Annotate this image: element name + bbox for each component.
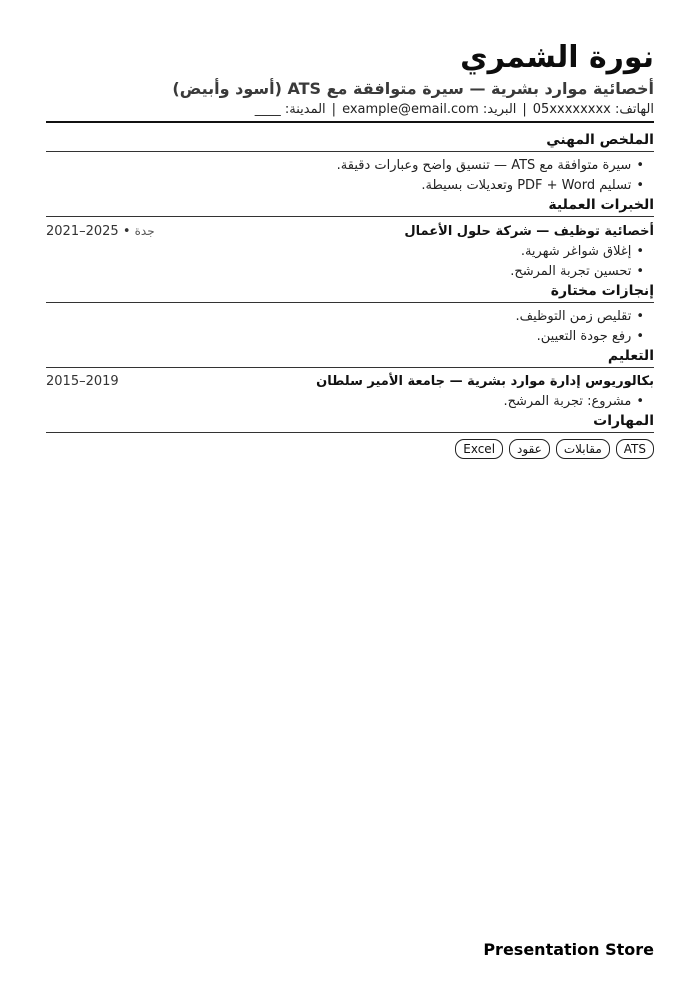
skills-section [46, 412, 654, 459]
experience-role: أخصائية توظيف — شركة حلول الأعمال [404, 224, 654, 239]
contact-line [46, 100, 654, 123]
bullet-icon: • [636, 178, 644, 193]
list-item: •إغلاق شواغر شهرية. [520, 244, 644, 259]
experience-years: 2025–2021 [46, 224, 119, 239]
experience-list [46, 242, 654, 282]
contact-separator: | [331, 102, 337, 117]
skills-chips [46, 437, 654, 459]
section-title-summary: الملخص المهني [46, 131, 654, 152]
bullet-icon: • [636, 264, 644, 279]
list-item: •سيرة متوافقة مع ATS — تنسيق واضح وعبارات دقيقة. [336, 158, 644, 173]
section-title-achievements: إنجازات مختارة [46, 282, 654, 303]
education-degree: بكالوريوس إدارة موارد بشرية — جامعة الأمير سلطان [316, 374, 654, 389]
section-title-experience: الخبرات العملية [46, 196, 654, 217]
achievements-section [46, 282, 654, 347]
bullet-icon: • [636, 309, 644, 324]
bullet-icon: • [636, 394, 644, 409]
bullet-icon: • [636, 244, 644, 259]
list-item: •رفع جودة التعيين. [536, 329, 644, 344]
email-text: البريد: example@email.com [342, 102, 517, 117]
bullet-icon: • [636, 158, 644, 173]
education-years: 2015–2019 [46, 374, 119, 389]
experience-section [46, 196, 654, 282]
list-item: •مشروع: تجربة المرشح. [503, 394, 644, 409]
phone-text: الهاتف: 05xxxxxxxx [532, 102, 654, 117]
summary-list [46, 156, 654, 196]
experience-entry-header [46, 221, 654, 242]
skill-chip: Excel [455, 439, 503, 459]
brand-label: Presentation Store [483, 940, 654, 959]
experience-meta [46, 221, 155, 242]
experience-city: جدة [134, 224, 155, 238]
city-text: المدينة: ____ [254, 102, 326, 117]
candidate-name: نورة الشمري [460, 40, 654, 75]
achievements-list [46, 307, 654, 347]
skill-chip: عقود [509, 439, 550, 459]
meta-separator: • [122, 224, 131, 239]
skill-chip: مقابلات [556, 439, 610, 459]
education-section [46, 347, 654, 412]
list-item: •تحسين تجربة المرشح. [510, 264, 644, 279]
education-list [46, 392, 654, 412]
list-item: •تقليص زمن التوظيف. [515, 309, 644, 324]
job-subtitle: أخصائية موارد بشرية — سيرة متوافقة مع ATS (أسود وأبيض) [172, 79, 654, 98]
bullet-icon: • [636, 329, 644, 344]
skill-chip: ATS [616, 439, 654, 459]
education-entry-header [46, 372, 654, 392]
resume-page [46, 38, 654, 459]
section-title-skills: المهارات [46, 412, 654, 433]
contact-separator: | [522, 102, 527, 117]
summary-section [46, 131, 654, 196]
section-title-education: التعليم [46, 347, 654, 368]
list-item: •تسليم PDF + Word وتعديلات بسيطة. [421, 178, 644, 193]
